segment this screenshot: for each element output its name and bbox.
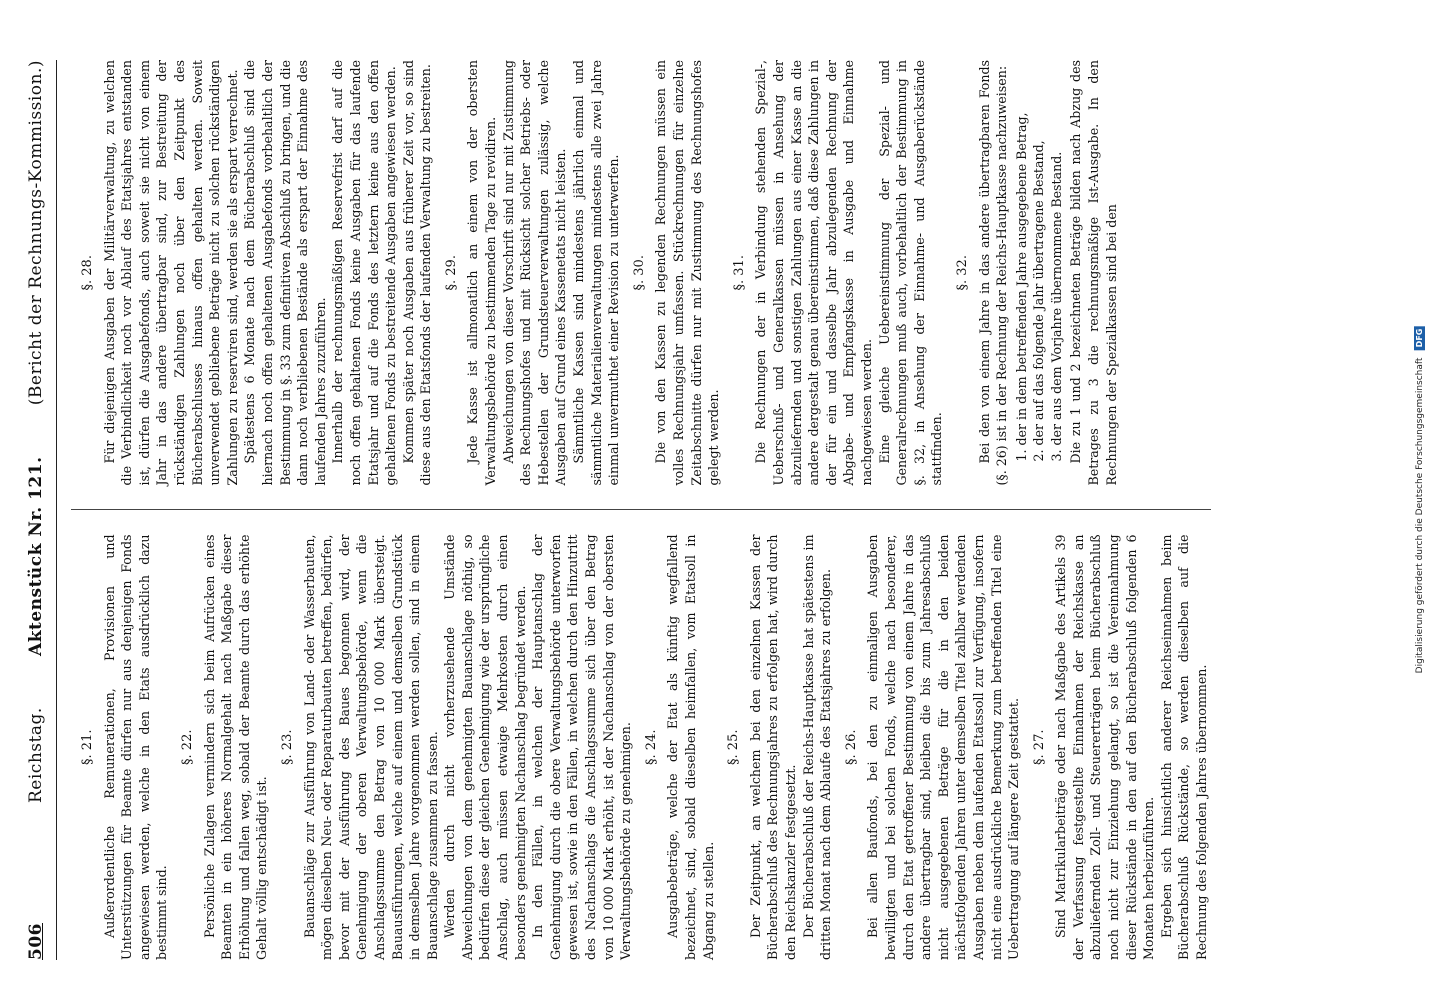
digitization-note — [1408, 0, 1430, 1000]
paragraph: Die Rechnungen der in Verbindung stehenden Spezial-, Ueberschuß- und Generalkassen müssen in Ansehung der abzuliefernden und sonstigen Zahlungen aus einer Kasse an die andere dergestalt genau übereinstimmen, daß diese Zahlungen in der für ein und dasselbe Jahr abzulegenden Rechnung der Abgabe- und Empfangskasse in Ausgabe und Einnahme nachgewiesen werden. — [753, 60, 874, 486]
paragraph: Abweichungen von dieser Vorschrift sind nur mit Zustimmung des Rechnungshofes und mit Rücksicht solcher Betriebs- oder Hebestellen der Grundsteuerverwaltungen zulässig, welche Ausgaben auf Grund eines Kassenetats nicht leisten. — [500, 60, 569, 486]
section-heading: §. 25. — [726, 729, 742, 765]
section-heading: §. 32. — [954, 255, 970, 291]
paragraph: Die von den Kassen zu legenden Rechnungen müssen ein volles Rechnungsjahr umfassen. Stückrechnungen für einzelne Zeitabschnitte dürfen nur mit Zustimmung des Rechnungshofes gelegt werden. — [653, 60, 722, 486]
paragraph: Innerhalb der rechnungsmäßigen Reservefrist darf auf die noch offen gehaltenen Fonds keine Ausgaben für das laufende Etatsjahr und auf die Fonds des letztern keine aus den offen gehaltenen Fonds zu bestreitende Ausgaben angewiesen werden. — [330, 60, 399, 486]
section-heading: §. 26. — [843, 729, 859, 765]
digitization-text: Digitalisierung gefördert durch die Deutsche Forschungsgemeinschaft — [1414, 357, 1425, 674]
page-number: 506 — [26, 923, 46, 960]
paragraph: Ergeben sich hinsichtlich anderer Reichseinnahmen beim Bücherabschluß Rückstände, so werden dieselben auf die Rechnung des folgenden Jahres übernommen. — [1158, 534, 1210, 960]
section-heading: §. 23. — [279, 729, 295, 765]
paragraph: Die zu 1 und 2 bezeichneten Beträge bilden nach Abzug des Betrages zu 3 die rechnungsmäßige Ist-Ausgabe. In den Rechnungen der Spezialkassen sind bei den — [1068, 60, 1119, 486]
list-item: 3. der aus dem Vorjahre übernommene Bestand. — [1048, 60, 1066, 446]
header-rule — [56, 60, 57, 960]
paragraph: Persönliche Zulagen vermindern sich beim Aufrücken eines Beamten in ein höheres Normalgehalt nach Maßgabe dieser Erhöhung und fallen weg, sobald der Beamte durch das erhöhte Gehalt völlig entschädigt ist. — [201, 534, 270, 960]
header-center-label: Aktenstück Nr. 121. — [26, 456, 46, 656]
section-heading: §. 21. — [80, 729, 95, 765]
paragraph: Der Bücherabschluß der Reichs-Hauptkasse hat spätestens im dritten Monat nach dem Ablaufe des Etatsjahres zu erfolgen. — [800, 534, 834, 960]
text-columns — [71, 60, 1211, 960]
section-heading: §. 27. — [1031, 729, 1047, 765]
section-heading: §. 30. — [631, 255, 647, 291]
paragraph: Eine gleiche Uebereinstimmung der Spezial- und Generalrechnungen muß auch, vorbehaltlich der Bestimmung in §. 32, in Ansehung der Einnahme- und Ausgaberückstände stattfinden. — [876, 60, 945, 486]
page-header — [26, 60, 52, 960]
paragraph: Werden durch nicht vorherzusehende Umstände Abweichungen von dem genehmigten Bauanschlage nöthig, so bedürfen diese der gleichen Genehmigung wie der ursprüngliche Anschlag, auch müssen etwaige Mehrkosten durch einen besonders genehmigten Nachanschlag begründet werden. — [442, 534, 528, 960]
paragraph: Ausgabebeträge, welche der Etat als künftig wegfallend bezeichnet, sind, sobald dieselben heimfallen, vom Etatsoll in Abgang zu stellen. — [665, 534, 716, 960]
left-column — [71, 534, 1211, 960]
section-heading: §. 29. — [443, 255, 459, 291]
paragraph: Bei den von einem Jahre in das andere übertragbaren Fonds (§. 26) ist in der Rechnung der Reichs-Hauptkasse nachzuweisen: — [976, 60, 1010, 486]
list-item: 2. der auf das folgende Jahr übertragene Bestand, — [1030, 60, 1048, 446]
section-heading: §. 31. — [731, 255, 747, 291]
paragraph: Der Zeitpunkt, an welchem bei den einzelnen Kassen der Bücherabschluß des Rechnungsjahres zu erfolgen hat, wird durch den Reichskanzler festgesetzt. — [747, 534, 798, 960]
numbered-list — [1013, 60, 1066, 486]
paragraph: Sind Matrikularbeiträge oder nach Maßgabe des Artikels 39 der Verfassung festgestellte Einnahmen der Reichskasse an abzuliefernden Zoll- und Steuererträgen beim Bücherabschluß noch nicht zur Einziehung gelangt, so ist die Vereinnahmung dieser Rückstände in den auf den Bücherabschluß folgenden 6 Monaten herbeizuführen. — [1053, 534, 1157, 960]
section-heading: §. 22. — [179, 729, 195, 765]
dfg-logo: DFG — [1414, 326, 1425, 351]
paragraph: Für diejenigen Ausgaben der Militärverwaltung, zu welchen die Verbindlichkeit noch vor Ablauf des Etatsjahres entstanden ist, dürfen die Ausgabefonds, auch soweit sie nicht von einem Jahr in das andere übertragbar sind, zur Bestreitung der rückständigen Zahlungen noch über den Zeitpunkt des Bücherabschlusses hinaus offen gehalten werden. Soweit unverwendet gebliebene Beträge nicht zu solchen rückständigen Zahlungen zu reserviren sind, werden sie als erspart verrechnet. — [101, 60, 240, 486]
paragraph: Sämmtliche Kassen sind mindestens jährlich einmal und sämmtliche Materialienverwaltungen mindestens alle zwei Jahre einmal unvermuthet einer Revision zu unterwerfen. — [571, 60, 622, 486]
section-heading: §. 24. — [643, 729, 659, 765]
paragraph: Jede Kasse ist allmonatlich an einem von der obersten Verwaltungsbehörde zu bestimmenden Tage zu revidiren. — [465, 60, 499, 486]
paragraph: Bei allen Baufonds, bei den zu einmaligen Ausgaben bewilligten und bei solchen Fonds, welche nach besonderer, durch den Etat getroffener Bestimmung von einem Jahre in das andere übertragbar sind, bleiben die bis zum Jahresabschluß nicht ausgegebenen Beträge für die in den beiden nächstfolgenden Jahren unter demselben Titel zahlbar werdenden Ausgaben neben dem laufenden Etatssoll zur Verfügung, insofern nicht eine ausdrückliche Bemerkung zum betreffenden Titel eine Uebertragung auf längere Zeit gestattet. — [865, 534, 1022, 960]
header-right-label: (Bericht der Rechnungs-Kommission.) — [26, 60, 46, 406]
paragraph: Bauanschläge zur Ausführung von Land- oder Wasserbauten, mögen dieselben Neu- oder Reparaturbauten betreffen, bedürfen, bevor mit der Ausführung des Baues begonnen wird, der Genehmigung der oberen Verwaltungsbehörde, wenn die Anschlagssumme den Betrag von 10 000 Mark übersteigt. Bauausführungen, welche auf einem und demselben Grundstück in demselben Jahre vorgenommen werden sollen, sind in einem Bauanschlage zusammen zu fassen. — [301, 534, 440, 960]
column-divider — [71, 510, 1211, 511]
paragraph: In den Fällen, in welchen der Hauptanschlag der Genehmigung durch die obere Verwaltungsbehörde unterworfen gewesen ist, sowie in den Fällen, in welchen durch den Hinzutritt des Nachanschlags die Anschlagssumme sich über den Betrag von 10 000 Mark erhöht, ist der Nachanschlag von der obersten Verwaltungsbehörde zu genehmigen. — [530, 534, 634, 960]
section-heading: §. 28. — [80, 255, 95, 291]
right-column — [71, 60, 1211, 486]
paragraph: Kommen später noch Ausgaben aus früherer Zeit vor, so sind diese aus den Etatsfonds der laufenden Verwaltung zu bestreiten. — [400, 60, 434, 486]
list-item: 1. der in dem betreffenden Jahre ausgegebene Betrag, — [1013, 60, 1031, 446]
paragraph: Außerordentliche Remunerationen, Provisionen und Unterstützungen für Beamte dürfen nur aus denjenigen Fonds angewiesen werden, welche in den Etats ausdrücklich dazu bestimmt sind. — [101, 534, 170, 960]
header-left-label: Reichstag. — [26, 707, 46, 803]
paragraph: Spätestens 6 Monate nach dem Bücherabschluß sind die hiernach noch offen gehaltenen Ausgabefonds vorbehaltlich der Bestimmung in §. 33 zum definitiven Abschluß zu bringen, und die dann noch verbliebenen Bestände als erspart der Einnahme des laufenden Jahres zuzuführen. — [242, 60, 328, 486]
